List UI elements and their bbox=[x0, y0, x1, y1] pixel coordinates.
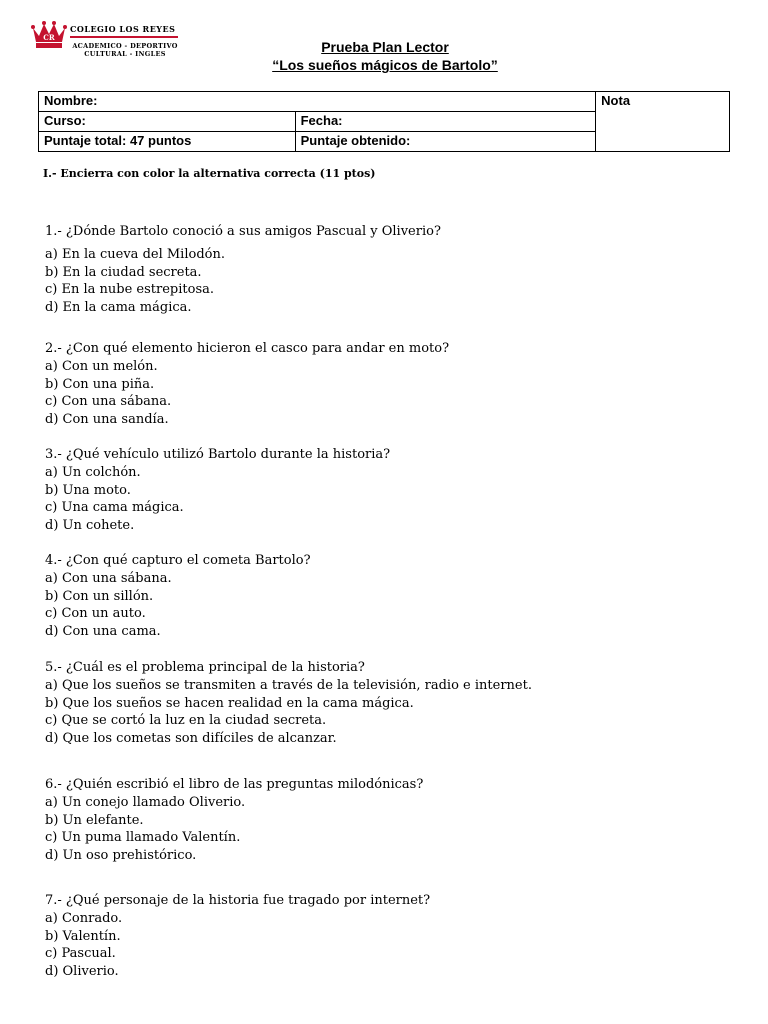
option-a[interactable]: a) Conrado. bbox=[45, 910, 123, 926]
option-a[interactable]: a) Un colchón. bbox=[45, 464, 141, 480]
option-c[interactable]: c) Que se cortó la luz en la ciudad secreta. bbox=[45, 713, 327, 729]
question-3 bbox=[45, 446, 745, 535]
option-b[interactable]: b) Valentín. bbox=[45, 928, 121, 944]
option-c[interactable]: c) Con un auto. bbox=[45, 606, 146, 622]
question-stem: 7.- ¿Qué personaje de la historia fue tragado por internet? bbox=[45, 893, 431, 908]
option-b[interactable]: b) Un elefante. bbox=[45, 812, 144, 828]
option-d[interactable]: d) Un cohete. bbox=[45, 518, 135, 534]
option-c[interactable]: c) Una cama mágica. bbox=[45, 500, 184, 516]
option-b[interactable]: b) Con un sillón. bbox=[45, 588, 154, 604]
option-d[interactable]: d) Un oso prehistórico. bbox=[45, 848, 197, 864]
question-7 bbox=[45, 892, 745, 981]
option-d[interactable]: d) Oliverio. bbox=[45, 964, 119, 980]
school-name: COLEGIO LOS REYES bbox=[70, 24, 176, 34]
option-c[interactable]: c) Un puma llamado Valentín. bbox=[45, 830, 241, 846]
option-a[interactable]: a) Un conejo llamado Oliverio. bbox=[45, 794, 246, 810]
course-field[interactable]: Curso: bbox=[39, 112, 296, 132]
option-b[interactable]: b) Una moto. bbox=[45, 482, 131, 498]
date-field[interactable]: Fecha: bbox=[295, 112, 596, 132]
option-d[interactable]: d) Con una sandía. bbox=[45, 412, 169, 428]
option-c[interactable]: c) En la nube estrepitosa. bbox=[45, 282, 214, 298]
question-5 bbox=[45, 659, 745, 748]
obtained-score-field[interactable]: Puntaje obtenido: bbox=[295, 132, 596, 152]
total-score-field: Puntaje total: 47 puntos bbox=[39, 132, 296, 152]
option-d[interactable]: d) En la cama mágica. bbox=[45, 300, 192, 316]
question-stem: 6.- ¿Quién escribió el libro de las preguntas milodónicas? bbox=[45, 777, 424, 792]
name-field[interactable]: Nombre: bbox=[39, 92, 596, 112]
option-b[interactable]: b) En la ciudad secreta. bbox=[45, 264, 202, 280]
school-divider bbox=[70, 36, 178, 38]
school-subtitle bbox=[70, 42, 180, 58]
svg-text:CR: CR bbox=[43, 33, 55, 42]
crown-icon bbox=[30, 20, 68, 50]
option-d[interactable]: d) Que los cometas son difíciles de alcanzar. bbox=[45, 731, 337, 747]
option-a[interactable]: a) Con un melón. bbox=[45, 358, 158, 374]
grade-field[interactable]: Nota bbox=[596, 92, 730, 152]
option-c[interactable]: c) Con una sábana. bbox=[45, 394, 172, 410]
student-info-table bbox=[38, 91, 730, 152]
option-a[interactable]: a) Que los sueños se transmiten a través de la televisión, radio e internet. bbox=[45, 677, 532, 693]
question-1 bbox=[45, 223, 745, 317]
document-subtitle: “Los sueños mágicos de Bartolo” bbox=[272, 57, 498, 73]
question-stem: 1.- ¿Dónde Bartolo conoció a sus amigos Pascual y Oliverio? bbox=[45, 224, 441, 239]
option-a[interactable]: a) En la cueva del Milodón. bbox=[45, 246, 225, 262]
document-header bbox=[180, 38, 590, 74]
option-d[interactable]: d) Con una cama. bbox=[45, 624, 161, 640]
question-stem: 4.- ¿Con qué capturo el cometa Bartolo? bbox=[45, 553, 311, 568]
option-b[interactable]: b) Con una piña. bbox=[45, 376, 155, 392]
question-stem: 2.- ¿Con qué elemento hicieron el casco para andar en moto? bbox=[45, 341, 450, 356]
section-title: I.- Encierra con color la alternativa correcta (11 ptos) bbox=[43, 167, 376, 180]
question-4 bbox=[45, 552, 745, 641]
option-c[interactable]: c) Pascual. bbox=[45, 946, 116, 962]
school-subtitle-line1: ACADEMICO - DEPORTIVO bbox=[72, 42, 178, 50]
option-a[interactable]: a) Con una sábana. bbox=[45, 570, 172, 586]
question-stem: 3.- ¿Qué vehículo utilizó Bartolo durante la historia? bbox=[45, 447, 391, 462]
document-title: Prueba Plan Lector bbox=[321, 39, 449, 55]
question-6 bbox=[45, 776, 745, 865]
question-stem: 5.- ¿Cuál es el problema principal de la historia? bbox=[45, 660, 365, 675]
option-b[interactable]: b) Que los sueños se hacen realidad en la cama mágica. bbox=[45, 695, 414, 711]
question-2 bbox=[45, 340, 745, 429]
school-subtitle-line2: CULTURAL - INGLES bbox=[84, 50, 166, 58]
